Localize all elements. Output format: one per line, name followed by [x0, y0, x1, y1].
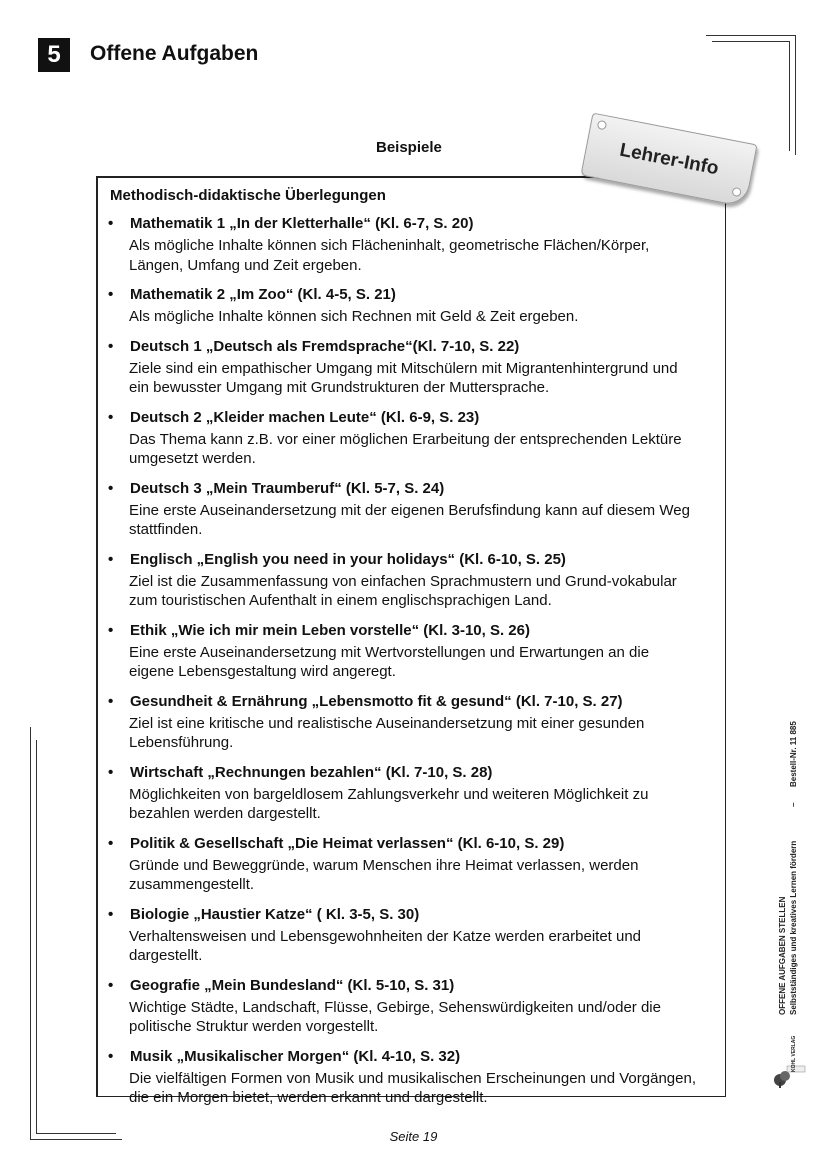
item-title: Englisch „English you need in your holidays“ (Kl. 6-10, S. 25): [130, 550, 566, 568]
bullet-icon: •: [108, 286, 114, 303]
frame-top-right-v2: [789, 41, 790, 151]
list-item: [108, 1047, 718, 1108]
item-title: Musik „Musikalischer Morgen“ (Kl. 4-10, S. 32): [130, 1047, 461, 1065]
item-title: Biologie „Haustier Katze“ ( Kl. 3-5, S. 30): [130, 905, 420, 923]
publisher-name: KOHL VERLAG: [791, 1035, 797, 1072]
pin-icon: [731, 187, 742, 198]
bullet-icon: •: [108, 215, 114, 232]
bullet-icon: •: [108, 1047, 114, 1065]
item-description: Gründe und Beweggründe, warum Menschen ihre Heimat verlassen, werden zusammengestellt.: [129, 856, 639, 893]
sidebar-series-title: OFFENE AUFGABEN STELLEN: [778, 896, 787, 1015]
item-description: Ziel ist die Zusammenfassung von einfachen Sprachmustern und Grund-vokabular zum touristischen Aufenthalt in einem englischsprachigen Land.: [129, 572, 677, 609]
content-box: [96, 176, 726, 1106]
page-number: Seite 19: [389, 1129, 438, 1144]
list-item: [108, 976, 718, 1037]
list-item: [108, 692, 718, 753]
item-description: Möglichkeiten von bargeldlosem Zahlungsverkehr und weiteren Möglichkeit zu bezahlen werden dargestellt.: [129, 785, 649, 822]
list-item: [108, 479, 718, 540]
item-title: Geografie „Mein Bundesland“ (Kl. 5-10, S. 31): [130, 976, 455, 994]
sidebar-separator: –: [789, 802, 798, 807]
frame-top-right-h2: [712, 41, 789, 42]
bullet-icon: •: [108, 905, 114, 923]
item-description: Ziele sind ein empathischer Umgang mit Mitschülern mit Migrantenhintergrund und ein bewusster Umgang mit Grundstrukturen der Muttersprache.: [129, 359, 678, 396]
item-description: Eine erste Auseinandersetzung mit der eigenen Berufsfindung kann auf diesem Weg stattfinden.: [129, 501, 690, 538]
item-title: Deutsch 2 „Kleider machen Leute“ (Kl. 6-9, S. 23): [130, 408, 480, 426]
list-item: [108, 905, 718, 966]
item-description: Wichtige Städte, Landschaft, Flüsse, Gebirge, Sehenswürdigkeiten und/oder die politische Struktur werden vorgestellt.: [129, 998, 661, 1035]
frame-bottom-left-v2: [36, 740, 37, 1133]
sidebar-imprint: [772, 695, 812, 1025]
item-title: Deutsch 3 „Mein Traumberuf“ (Kl. 5-7, S. 24): [130, 479, 445, 497]
bullet-icon: •: [108, 621, 114, 639]
topic-list: [108, 214, 718, 1118]
bullet-icon: •: [108, 479, 114, 497]
bullet-icon: •: [108, 408, 114, 426]
tree-logo-icon: [772, 1022, 806, 1090]
item-description: Eine erste Auseinandersetzung mit Wertvorstellungen und Erwartungen an die eigene Lebensgestaltung wird angeregt.: [129, 643, 650, 680]
list-item: [108, 337, 718, 398]
item-description: Das Thema kann z.B. vor einer möglichen Erarbeitung der entsprechenden Lektüre umgesetzt werden.: [129, 430, 682, 467]
list-item: [108, 214, 718, 275]
box-heading: Methodisch-didaktische Überlegungen: [110, 187, 386, 204]
list-item: [108, 834, 718, 895]
publisher-logo: [772, 1022, 806, 1090]
item-title: Mathematik 2 „Im Zoo“ (Kl. 4-5, S. 21): [130, 286, 396, 303]
item-title: Mathematik 1 „In der Kletterhalle“ (Kl. 6-7, S. 20): [130, 215, 474, 232]
list-item: [108, 408, 718, 469]
chapter-title: Offene Aufgaben: [90, 42, 259, 65]
bullet-icon: •: [108, 976, 114, 994]
frame-top-right-h1: [706, 35, 795, 36]
list-item: [108, 285, 718, 327]
bullet-icon: •: [108, 834, 114, 852]
frame-bottom-left-v1: [30, 727, 31, 1139]
list-item: [108, 621, 718, 682]
frame-top-right-v1: [795, 35, 796, 155]
bullet-icon: •: [108, 550, 114, 568]
item-description: Als mögliche Inhalte können sich Flächeninhalt, geometrische Flächen/Körper, Längen, Umfang und Zeit ergeben.: [129, 237, 650, 274]
item-description: Ziel ist eine kritische und realistische Auseinandersetzung mit einer gesunden Lebensführung.: [129, 714, 645, 751]
item-title: Deutsch 1 „Deutsch als Fremdsprache“(Kl. 7-10, S. 22): [130, 337, 520, 355]
chapter-number: 5: [38, 38, 70, 72]
sidebar-order-number: Bestell-Nr. 11 885: [789, 721, 798, 787]
list-item: [108, 550, 718, 611]
item-description: Die vielfältigen Formen von Musik und musikalischen Erscheinungen und Vorgängen, die ein Morgen bietet, werden erkannt und dargestellt.: [129, 1069, 696, 1106]
item-title: Gesundheit & Ernährung „Lebensmotto fit & gesund“ (Kl. 7-10, S. 27): [130, 692, 623, 710]
bullet-icon: •: [108, 692, 114, 710]
item-title: Wirtschaft „Rechnungen bezahlen“ (Kl. 7-10, S. 28): [130, 763, 493, 781]
item-description: Verhaltensweisen und Lebensgewohnheiten der Katze werden erarbeitet und dargestellt.: [129, 927, 642, 964]
bullet-icon: •: [108, 337, 114, 355]
lehrer-info-label: Lehrer-Info: [617, 139, 721, 180]
item-title: Ethik „Wie ich mir mein Leben vorstelle“ (Kl. 3-10, S. 26): [130, 621, 530, 639]
list-item: [108, 763, 718, 824]
sidebar-subtitle: Selbstständiges und kreatives Lernen fördern: [789, 840, 798, 1015]
section-label: Beispiele: [376, 139, 442, 156]
bullet-icon: •: [108, 763, 114, 781]
item-title: Politik & Gesellschaft „Die Heimat verlassen“ (Kl. 6-10, S. 29): [130, 834, 565, 852]
pin-icon: [597, 120, 608, 131]
item-description: Als mögliche Inhalte können sich Rechnen mit Geld & Zeit ergeben.: [129, 308, 579, 325]
